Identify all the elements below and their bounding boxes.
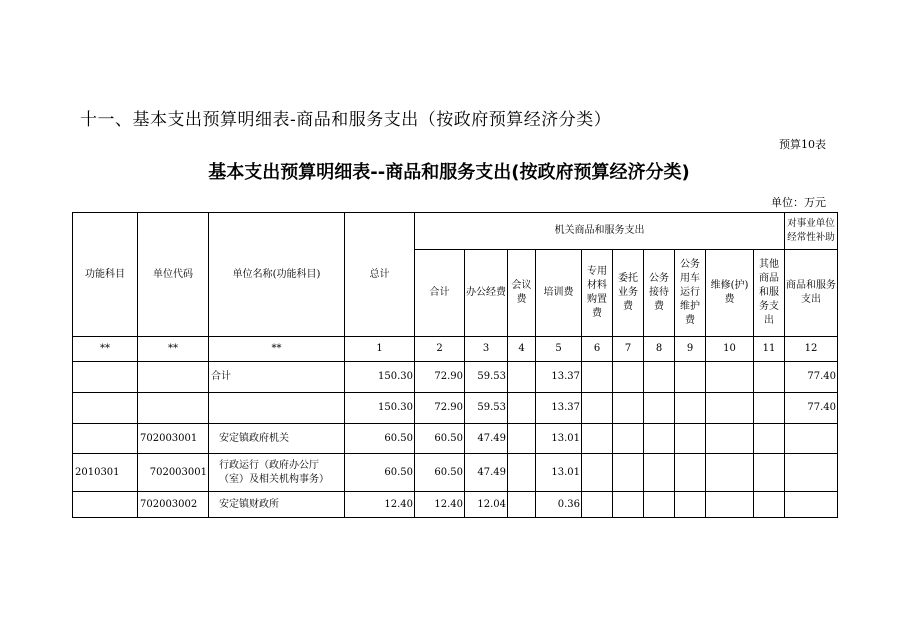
header-group-subsidy: 对事业单位经常性补助 <box>785 213 838 250</box>
cell-peixun: 13.37 <box>536 393 582 424</box>
cell-total: 60.50 <box>345 424 415 454</box>
header-weixiu: 维修(护)费 <box>706 250 754 337</box>
header-weituo: 委托业务费 <box>613 250 644 337</box>
cell-jiedai <box>644 424 675 454</box>
cell-huiyi <box>508 454 536 492</box>
index-cell: 11 <box>754 337 785 362</box>
cell-jiedai <box>644 454 675 492</box>
cell-huiyi <box>508 393 536 424</box>
index-cell: ** <box>73 337 138 362</box>
cell-huiyi <box>508 362 536 393</box>
cell-gongwuche <box>675 362 706 393</box>
cell-weituo <box>613 424 644 454</box>
header-huiyi: 会议费 <box>508 250 536 337</box>
index-cell: 9 <box>675 337 706 362</box>
cell-func <box>73 424 138 454</box>
cell-total: 150.30 <box>345 362 415 393</box>
cell-code: 702003002 <box>138 492 209 518</box>
cell-zhuanyong <box>582 492 613 518</box>
header-shangpin: 商品和服务支出 <box>785 250 838 337</box>
cell-bangong: 59.53 <box>465 393 508 424</box>
cell-name: 合计 <box>209 362 345 393</box>
cell-huiyi <box>508 492 536 518</box>
index-cell: 7 <box>613 337 644 362</box>
cell-shangpin: 77.40 <box>785 362 838 393</box>
cell-bangong: 59.53 <box>465 362 508 393</box>
cell-func <box>73 492 138 518</box>
cell-gongwuche <box>675 454 706 492</box>
cell-heji: 12.40 <box>415 492 465 518</box>
cell-name: 安定镇财政所 <box>209 492 345 518</box>
header-qita: 其他商品和服务支出 <box>754 250 785 337</box>
table-row <box>73 362 838 393</box>
cell-shangpin <box>785 454 838 492</box>
cell-jiedai <box>644 393 675 424</box>
cell-total: 60.50 <box>345 454 415 492</box>
header-peixun: 培训费 <box>536 250 582 337</box>
cell-bangong: 47.49 <box>465 424 508 454</box>
cell-weixiu <box>706 393 754 424</box>
cell-heji: 60.50 <box>415 424 465 454</box>
table-row <box>73 492 838 518</box>
cell-code: 702003001 <box>138 424 209 454</box>
cell-qita <box>754 362 785 393</box>
cell-zhuanyong <box>582 424 613 454</box>
cell-func <box>73 362 138 393</box>
cell-huiyi <box>508 424 536 454</box>
cell-peixun: 0.36 <box>536 492 582 518</box>
cell-gongwuche <box>675 393 706 424</box>
table-row <box>73 424 838 454</box>
header-code: 单位代码 <box>138 213 209 337</box>
cell-name: 安定镇政府机关 <box>209 424 345 454</box>
cell-weituo <box>613 492 644 518</box>
cell-qita <box>754 454 785 492</box>
cell-weixiu <box>706 492 754 518</box>
index-cell: ** <box>209 337 345 362</box>
cell-func: 2010301 <box>73 454 138 492</box>
header-total: 总计 <box>345 213 415 337</box>
cell-weixiu <box>706 424 754 454</box>
cell-jiedai <box>644 492 675 518</box>
index-cell: 10 <box>706 337 754 362</box>
table-row <box>73 393 838 424</box>
cell-weituo <box>613 454 644 492</box>
cell-code <box>138 362 209 393</box>
cell-name <box>209 393 345 424</box>
cell-qita <box>754 424 785 454</box>
cell-bangong: 12.04 <box>465 492 508 518</box>
cell-code: 702003001 <box>138 454 209 492</box>
header-func: 功能科目 <box>73 213 138 337</box>
index-cell: 6 <box>582 337 613 362</box>
cell-jiedai <box>644 362 675 393</box>
cell-weixiu <box>706 362 754 393</box>
header-bangong: 办公经费 <box>465 250 508 337</box>
index-cell: 2 <box>415 337 465 362</box>
cell-total: 12.40 <box>345 492 415 518</box>
cell-zhuanyong <box>582 362 613 393</box>
header-group-agency: 机关商品和服务支出 <box>415 213 785 250</box>
table-number: 预算10表 <box>779 138 826 151</box>
cell-qita <box>754 492 785 518</box>
index-cell: 8 <box>644 337 675 362</box>
cell-shangpin <box>785 492 838 518</box>
index-cell: 3 <box>465 337 508 362</box>
header-zhuanyong: 专用材料购置费 <box>582 250 613 337</box>
cell-peixun: 13.01 <box>536 424 582 454</box>
cell-func <box>73 393 138 424</box>
header-gongwuche: 公务用车运行维护费 <box>675 250 706 337</box>
cell-zhuanyong <box>582 393 613 424</box>
header-name: 单位名称(功能科目) <box>209 213 345 337</box>
cell-peixun: 13.01 <box>536 454 582 492</box>
cell-total: 150.30 <box>345 393 415 424</box>
cell-name: 行政运行（政府办公厅（室）及相关机构事务） <box>209 454 345 492</box>
index-cell: 12 <box>785 337 838 362</box>
unit-label: 单位：万元 <box>771 196 826 209</box>
index-row <box>73 337 838 362</box>
index-cell: 1 <box>345 337 415 362</box>
table-title: 基本支出预算明细表--商品和服务支出(按政府预算经济分类) <box>208 162 690 183</box>
cell-weituo <box>613 362 644 393</box>
cell-gongwuche <box>675 492 706 518</box>
cell-peixun: 13.37 <box>536 362 582 393</box>
cell-gongwuche <box>675 424 706 454</box>
cell-shangpin: 77.40 <box>785 393 838 424</box>
cell-weixiu <box>706 454 754 492</box>
page-heading: 十一、基本支出预算明细表-商品和服务支出（按政府预算经济分类） <box>80 110 612 130</box>
cell-code <box>138 393 209 424</box>
budget-table <box>72 212 838 518</box>
cell-qita <box>754 393 785 424</box>
cell-zhuanyong <box>582 454 613 492</box>
cell-heji: 72.90 <box>415 393 465 424</box>
header-heji: 合计 <box>415 250 465 337</box>
cell-shangpin <box>785 424 838 454</box>
index-cell: 4 <box>508 337 536 362</box>
cell-heji: 60.50 <box>415 454 465 492</box>
cell-weituo <box>613 393 644 424</box>
cell-bangong: 47.49 <box>465 454 508 492</box>
table-row <box>73 454 838 492</box>
index-cell: ** <box>138 337 209 362</box>
header-jiedai: 公务接待费 <box>644 250 675 337</box>
cell-heji: 72.90 <box>415 362 465 393</box>
index-cell: 5 <box>536 337 582 362</box>
